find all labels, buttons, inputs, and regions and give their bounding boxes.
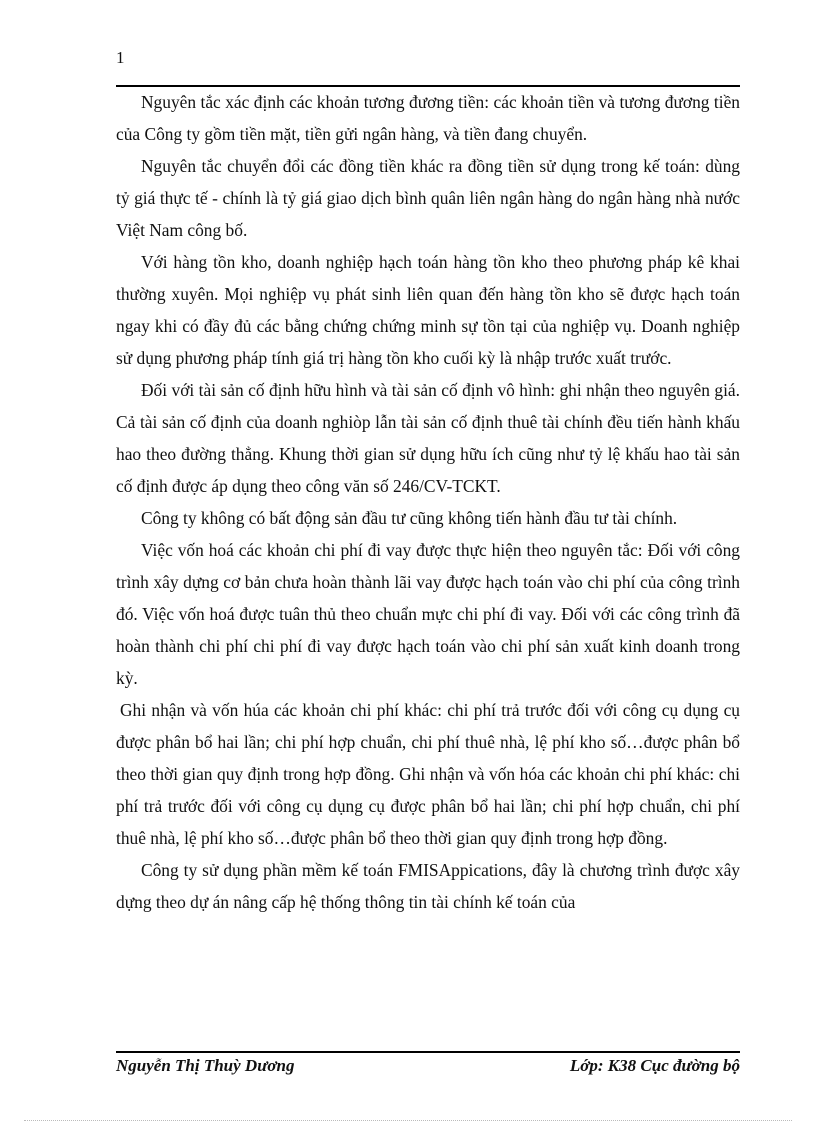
paragraph-accounting-software: Công ty sử dụng phần mềm kế toán FMISAppications, đây là chương trình được xây dựng theo dự án nâng cấp hệ thống thông tin tài chính kế toán của <box>116 860 740 912</box>
footer-class: Lớp: K38 Cục đường bộ <box>569 1056 740 1075</box>
document-body <box>116 86 740 918</box>
paragraph-other-expenses: Ghi nhận và vốn húa các khoản chi phí khác: chi phí trả trước đối với công cụ dụng cụ được phân bổ hai lần; chi phí hợp chuẩn, chi phí thuê nhà, lệ phí kho số…được phân bổ theo thời gian quy định trong hợp đồng. Ghi nhận và vốn hóa các khoản chi phí khác: chi phí trả trước đối với công cụ dụng cụ được phân bổ hai lần; chi phí hợp chuẩn, chi phí thuê nhà, lệ phí kho số…được phân bổ theo thời gian quy định trong hợp đồng. <box>116 700 740 848</box>
paragraph-investment: Công ty không có bất động sản đầu tư cũng không tiến hành đầu tư tài chính. <box>141 508 678 528</box>
paragraph-fixed-assets: Đối với tài sản cố định hữu hình và tài sản cố định vô hình: ghi nhận theo nguyên giá. Cả tài sản cố định của doanh nghiòp lẫn tài sản cố định thuê tài chính đều tiến hành khấu hao theo đường thẳng. Khung thời gian sử dụng hữu ích cũng như tỷ lệ khấu hao tài sản cố định được áp dụng theo công văn số 246/CV-TCKT. <box>116 380 740 496</box>
page-footer <box>116 1056 740 1080</box>
paragraph-cash-equivalents: Nguyên tắc xác định các khoản tương đương tiền: các khoản tiền và tương đương tiền của Công ty gồm tiền mặt, tiền gửi ngân hàng, và tiền đang chuyển. <box>116 92 740 144</box>
paragraph-currency-conversion: Nguyên tắc chuyển đổi các đồng tiền khác ra đồng tiền sử dụng trong kế toán: dùng tỷ giá thực tế - chính là tỷ giá giao dịch bình quân liên ngân hàng do ngân hàng nhà nước Việt Nam công bố. <box>116 156 740 240</box>
paragraph-borrowing-costs: Việc vốn hoá các khoản chi phí đi vay được thực hiện theo nguyên tắc: Đối với công trình xây dựng cơ bản chưa hoàn thành lãi vay được hạch toán vào chi phí của công trình đó. Việc vốn hoá được tuân thủ theo chuẩn mực chi phí đi vay. Đối với các công trình đã hoàn thành chi phí chi phí đi vay được hạch toán vào chi phí sản xuất kinh doanh trong kỳ. <box>116 540 740 688</box>
footer-rule <box>116 1051 740 1053</box>
paragraph-inventory: Với hàng tồn kho, doanh nghiệp hạch toán hàng tồn kho theo phương pháp kê khai thường xuyên. Mọi nghiệp vụ phát sinh liên quan đến hàng tồn kho sẽ được hạch toán ngay khi có đầy đủ các bằng chứng chứng minh sự tồn tại của nghiệp vụ. Doanh nghiệp sử dụng phương pháp tính giá trị hàng tồn kho cuối kỳ là nhập trước xuất trước. <box>116 252 740 368</box>
page-number: 1 <box>116 48 125 67</box>
footer-author: Nguyễn Thị Thuỳ Dương <box>116 1056 295 1075</box>
page-edge <box>24 1120 792 1121</box>
